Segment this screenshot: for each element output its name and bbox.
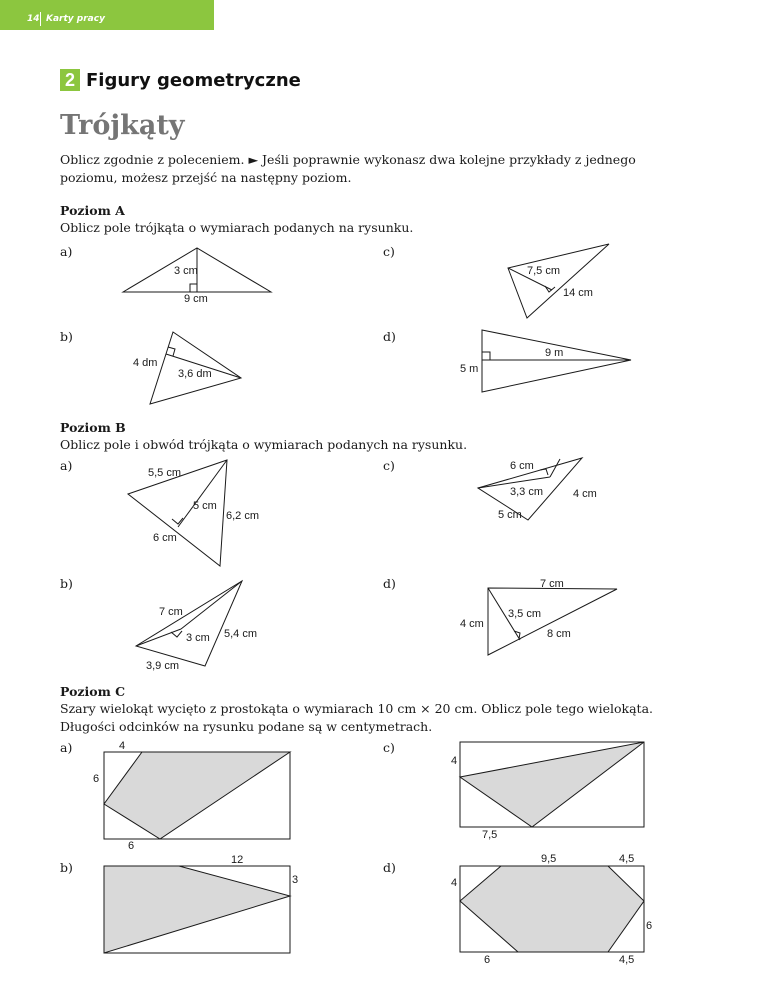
level-a-label-a: a) <box>60 244 73 259</box>
polygon-c-a <box>104 752 290 839</box>
dim-right: 3 <box>292 874 299 886</box>
dim-side: 4 dm <box>133 357 158 369</box>
level-a-task: Oblicz pole trójkąta o wymiarach podanych na rysunku. <box>60 220 414 235</box>
dim-side-1: 5,5 cm <box>148 467 182 479</box>
level-a-label-d: d) <box>383 329 396 344</box>
dim-side-3: 5 cm <box>498 509 522 521</box>
dim-height: 7,5 cm <box>527 265 561 277</box>
dim-side-2: 4 cm <box>573 488 597 500</box>
level-b-label-d: d) <box>383 576 396 591</box>
level-c-task: Szary wielokąt wycięto z prostokąta o wymiarach 10 cm × 20 cm. Oblicz pole tego wielokąta. Długości odcinków na rysunku podane są w centymetrach. <box>60 701 653 734</box>
header-section: Karty pracy <box>46 14 105 24</box>
dim-top: 9,5 <box>541 853 557 865</box>
level-b-label-c: c) <box>383 458 395 473</box>
dim-side: 5 m <box>460 363 479 375</box>
intro-text: Oblicz zgodnie z poleceniem. ► Jeśli poprawnie wykonasz dwa kolejne przykłady z jednego poziomu, możesz przejść na następny poziom. <box>60 152 636 185</box>
dim-side: 14 cm <box>563 287 593 299</box>
dim-left: 4 <box>451 877 458 889</box>
level-a-label-c: c) <box>383 244 395 259</box>
dim-left: 4 <box>451 755 458 767</box>
dim-top: 12 <box>231 854 244 866</box>
polygon-c-b <box>104 866 290 953</box>
level-b-label-b: b) <box>60 576 73 591</box>
level-b-heading: Poziom B <box>60 420 126 435</box>
polygon-c-d <box>460 866 644 952</box>
dim-height: 3,6 dm <box>178 368 212 380</box>
dim-base: 9 cm <box>184 293 208 305</box>
dim-height: 3,5 cm <box>508 608 542 620</box>
dim-height: 9 m <box>545 347 564 359</box>
dim-bottom: 6 <box>484 954 491 966</box>
dim-left: 6 <box>93 773 100 785</box>
dim-side-2: 5,4 cm <box>224 628 258 640</box>
dim-side-1: 6 cm <box>510 460 534 472</box>
dim-side-2: 6,2 cm <box>226 510 260 522</box>
dim-bottom: 7,5 <box>482 829 498 841</box>
polygon-c-c <box>460 742 644 827</box>
level-a-heading: Poziom A <box>60 203 125 218</box>
triangle-a-c <box>508 244 609 318</box>
triangle-b-b <box>136 581 242 666</box>
level-c-label-b: b) <box>60 860 73 875</box>
page-title: Trójkąty <box>60 110 185 141</box>
dim-side-3: 8 cm <box>547 628 571 640</box>
chapter-number: 2 <box>60 69 80 91</box>
dim-bottom: 6 <box>128 840 135 852</box>
dim-top-right: 4,5 <box>619 853 635 865</box>
triangle-a-d <box>482 330 631 392</box>
level-c-label-c: c) <box>383 740 395 755</box>
dim-height: 3 cm <box>186 632 210 644</box>
dim-side-2: 4 cm <box>460 618 484 630</box>
dim-top: 4 <box>119 740 126 752</box>
level-a-label-b: b) <box>60 329 73 344</box>
dim-bottom-right: 4,5 <box>619 954 635 966</box>
triangle-b-d <box>488 588 617 655</box>
dim-height: 5 cm <box>193 500 217 512</box>
dim-height: 3,3 cm <box>510 486 544 498</box>
level-c-label-a: a) <box>60 740 73 755</box>
level-b-task: Oblicz pole i obwód trójkąta o wymiarach podanych na rysunku. <box>60 437 468 452</box>
dim-side-1: 7 cm <box>159 606 183 618</box>
level-c-heading: Poziom C <box>60 684 126 699</box>
dim-side-3: 3,9 cm <box>146 660 180 672</box>
page-number: 14 <box>27 14 40 24</box>
dim-height: 3 cm <box>174 265 198 277</box>
level-c-label-d: d) <box>383 860 396 875</box>
dim-side-3: 6 cm <box>153 532 177 544</box>
chapter-title: Figury geometryczne <box>86 69 301 91</box>
level-b-label-a: a) <box>60 458 73 473</box>
dim-side-1: 7 cm <box>540 578 564 590</box>
dim-right: 6 <box>646 920 653 932</box>
